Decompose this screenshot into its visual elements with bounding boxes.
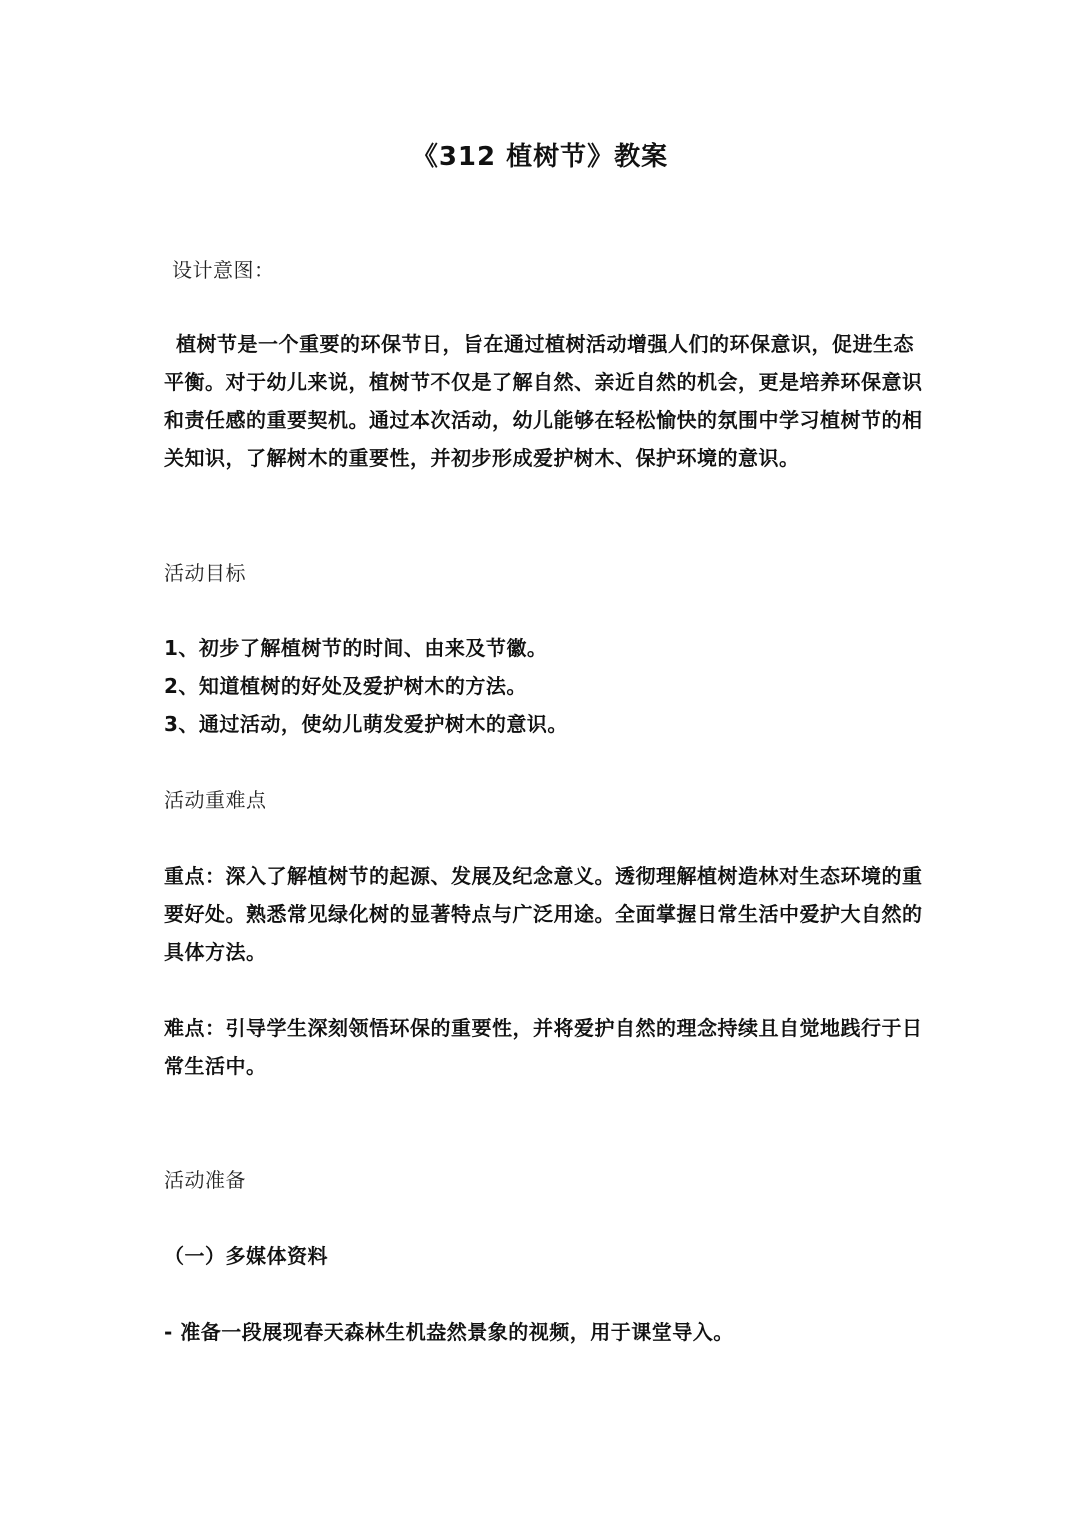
design-intent-paragraph: 植树节是一个重要的环保节日，旨在通过植树活动增强人们的环保意识，促进生态平衡。对于幼儿来说，植树节不仅是了解自然、亲近自然的机会，更是培养环保意识和责任感的重要契机。通过本次活动，幼儿能够在轻松愉快的氛围中学习植树节的相关知识，了解树木的重要性，并初步形成爱护树木、保护环境的意识。: [164, 332, 923, 470]
key-points-heading: 活动重难点: [164, 788, 267, 812]
objectives-heading: 活动目标: [164, 561, 246, 585]
objective-item-3: 3、通过活动，使幼儿萌发爱护树木的意识。: [164, 712, 568, 736]
preparation-item: - 准备一段展现春天森林生机盎然景象的视频，用于课堂导入。: [164, 1320, 734, 1344]
key-points-focus: 重点：深入了解植树节的起源、发展及纪念意义。透彻理解植树造林对生态环境的重要好处。熟悉常见绿化树的显著特点与广泛用途。全面掌握日常生活中爱护大自然的具体方法。: [164, 864, 923, 964]
document-title: 《312 植树节》教案: [411, 142, 669, 172]
preparation-subheading: （一）多媒体资料: [164, 1244, 328, 1268]
preparation-heading: 活动准备: [164, 1168, 246, 1192]
design-intent-heading: 设计意图：: [172, 258, 275, 282]
key-points-difficulty: 难点：引导学生深刻领悟环保的重要性，并将爱护自然的理念持续且自觉地践行于日常生活中。: [164, 1016, 923, 1078]
objective-item-2: 2、知道植树的好处及爱护树木的方法。: [164, 674, 527, 698]
objective-item-1: 1、初步了解植树节的时间、由来及节徽。: [164, 636, 548, 660]
